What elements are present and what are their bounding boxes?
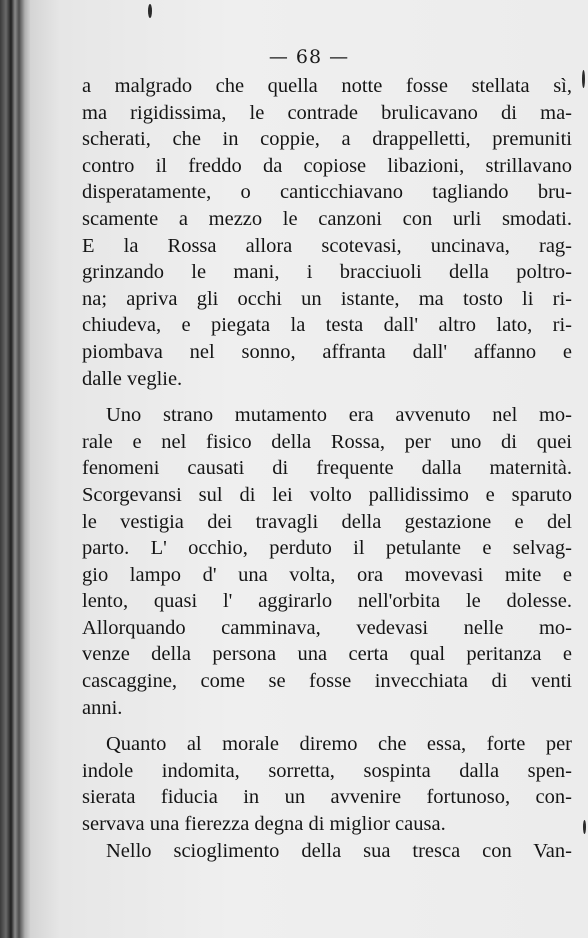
text-line: gio lampo d' una volta, ora movevasi mite e (82, 563, 572, 586)
text-line: Quanto al morale diremo che essa, forte per (106, 733, 572, 756)
text-line: Scorgevansi sul di lei volto pallidissimo e sparuto (82, 483, 572, 506)
paragraph-2 (82, 402, 572, 721)
text-line: a malgrado che quella notte fosse stellata sì, (82, 75, 572, 97)
text-line: Allorquando camminava, vedevasi nelle mo- (82, 616, 572, 639)
text-line: anni. (82, 696, 123, 719)
text-line: na; apriva gli occhi un istante, ma tosto li ri- (82, 287, 572, 310)
text-line: piombava nel sonno, affranta dall' affanno e (82, 340, 572, 363)
text-line: sierata fiducia in un avvenire fortunoso, con- (82, 786, 572, 809)
text-line: contro il freddo da copiose libazioni, strillavano (82, 154, 572, 177)
text-line: E la Rossa allora scotevasi, uncinava, rag- (82, 234, 572, 257)
text-line: fenomeni causati di frequente dalla maternità. (82, 457, 572, 480)
paragraph-gap (82, 392, 572, 402)
text-line: lento, quasi l' aggirarlo nell'orbita le dolesse. (82, 590, 572, 613)
paragraph-gap (82, 721, 572, 731)
text-line: Uno strano mutamento era avvenuto nel mo- (106, 404, 572, 427)
ink-speck (583, 820, 586, 834)
text-line: Nello scioglimento della sua tresca con Van- (106, 839, 572, 862)
book-spine-shadow (0, 0, 30, 938)
ink-speck (582, 70, 585, 88)
text-line: grinzando le mani, i bracciuoli della poltro- (82, 261, 572, 284)
paragraph-3 (82, 731, 572, 837)
text-line: dalle veglie. (82, 367, 183, 390)
text-line: servava una fierezza degna di miglior causa. (82, 813, 446, 836)
text-line: chiudeva, e piegata la testa dall' altro lato, ri- (82, 314, 572, 337)
book-page (30, 0, 588, 938)
text-line: venze della persona una certa qual peritanza e (82, 643, 572, 666)
paragraph-4 (82, 838, 572, 865)
text-line: parto. L' occhio, perduto il petulante e selvag- (82, 537, 572, 560)
text-line: scamente a mezzo le canzoni con urli smodati. (82, 207, 572, 230)
text-line: scherati, che in coppie, a drappelletti, premuniti (82, 128, 572, 151)
paragraph-1 (82, 73, 572, 392)
text-line: indole indomita, sorretta, sospinta dalla spen- (82, 759, 572, 782)
text-line: ma rigidissima, le contrade brulicavano di ma- (82, 101, 572, 124)
page-number: — 68 — (268, 46, 350, 68)
text-line: disperatamente, o canticchiavano tagliando bru- (82, 181, 572, 204)
text-line: le vestigia dei travagli della gestazione e del (82, 510, 572, 533)
text-line: rale e nel fisico della Rossa, per uno di quei (82, 430, 572, 453)
page-text (82, 73, 572, 864)
ink-speck (148, 4, 152, 18)
text-line: cascaggine, come se fosse invecchiata di venti (82, 670, 572, 693)
